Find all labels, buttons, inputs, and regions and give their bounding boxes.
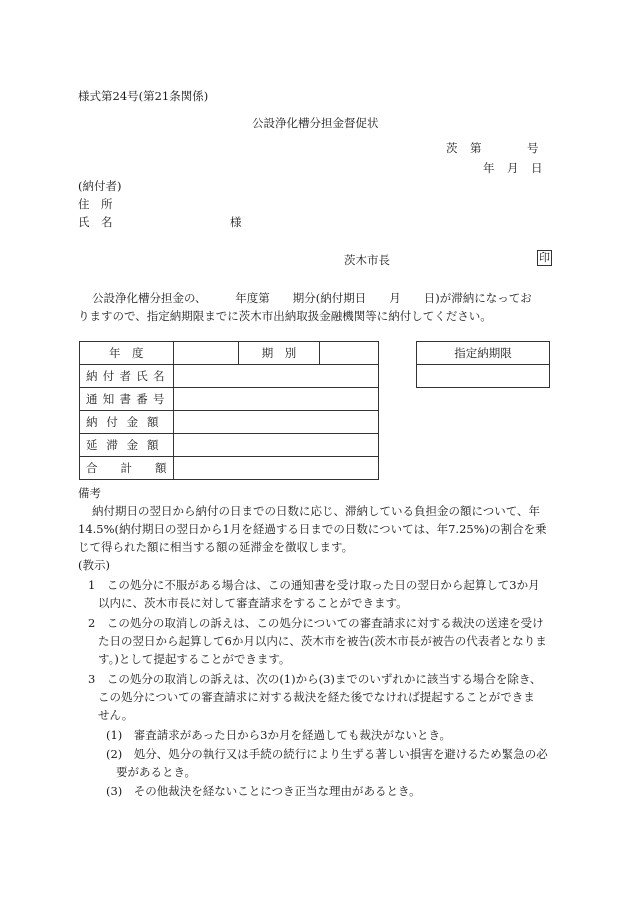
deadline-table	[416, 341, 550, 388]
doc-number-prefix: 茨	[446, 141, 458, 155]
table-row	[417, 342, 550, 365]
kyoji-item-2-cont: す。)として提起することができます。	[98, 652, 291, 666]
sama-label: 様	[230, 215, 242, 229]
table-row	[80, 434, 379, 457]
table-row	[80, 411, 379, 434]
date-day: 日	[531, 161, 543, 175]
doc-number-go: 号	[527, 141, 539, 155]
payer-header: (納付者)	[78, 179, 122, 193]
total-value	[173, 457, 379, 480]
kyoji-item-3-cont: この処分についての審査請求に対する裁決を経た後でなければ提起することができま	[98, 690, 535, 704]
kyoji-sub-2: (2) 処分、処分の執行又は手続の続行により生ずる著しい損害を避けるため緊急の必	[106, 747, 548, 761]
payment-amount-value	[173, 411, 379, 434]
payment-amount-label: 納付金額	[80, 411, 174, 434]
date-year: 年	[483, 161, 495, 175]
kyoji-item-1-cont: 以内に、茨木市長に対して審査請求をすることができます。	[98, 596, 408, 610]
payer-name-label: 納付者氏名	[80, 365, 174, 388]
table-row	[80, 457, 379, 480]
notice-number-value	[173, 388, 379, 411]
kibetsu-label: 期 別	[238, 342, 319, 365]
nendo-value	[173, 342, 238, 365]
notes-header: 備考	[78, 486, 101, 500]
kyoji-sub-2-cont: 要があるとき。	[116, 765, 197, 779]
late-fee-value	[173, 434, 379, 457]
address-label: 住 所	[78, 197, 113, 211]
notes-line: 14.5%(納付期日の翌日から1月を経過する日までの日数については、年7.25%)の割合を乗	[78, 522, 547, 536]
body-line-2: りますので、指定納期限までに茨木市出納取扱金融機関等に納付してください。	[78, 309, 492, 323]
kyoji-header: (教示)	[78, 558, 110, 572]
kyoji-sub-3: (3) その他裁決を経ないことにつき正当な理由があるとき。	[106, 784, 421, 798]
form-number: 様式第24号(第21条関係)	[78, 89, 209, 103]
date-month: 月	[507, 161, 519, 175]
kyoji-item-2-cont: た日の翌日から起算して6か月以内に、茨木市を被告(茨木市長が被告の代表者となりま	[98, 634, 547, 648]
document-title: 公設浄化槽分担金督促状	[252, 116, 379, 130]
deadline-header: 指定納期限	[417, 342, 550, 365]
issuer-name: 茨木市長	[344, 253, 390, 267]
notes-line: じて得られた額に相当する額の延滞金を徴収します。	[78, 540, 354, 554]
table-row	[80, 342, 379, 365]
body-line-1: 公設浄化槽分担金の、 年度第 期分(納付期日 月 日)が滞納になってお	[92, 291, 532, 305]
table-row	[417, 365, 550, 388]
kyoji-item-3: 3 この処分の取消しの訴えは、次の(1)から(3)までのいずれかに該当する場合を除き、	[88, 672, 542, 686]
name-label: 氏 名	[78, 215, 113, 229]
total-label: 合 計 額	[80, 457, 174, 480]
late-fee-label: 延滞金額	[80, 434, 174, 457]
table-row	[80, 365, 379, 388]
notes-line: 納付期日の翌日から納付の日までの日数に応じ、滞納している負担金の額について、年	[92, 504, 541, 518]
payer-name-value	[173, 365, 379, 388]
kibetsu-value	[320, 342, 379, 365]
nendo-label: 年 度	[80, 342, 174, 365]
deadline-value	[417, 365, 550, 388]
kyoji-item-3-cont: せん。	[98, 708, 134, 722]
doc-number-dai: 第	[470, 141, 482, 155]
notice-number-label: 通知書番号	[80, 388, 174, 411]
kyoji-item-1: 1 この処分に不服がある場合は、この通知書を受け取った日の翌日から起算して3か月	[88, 578, 540, 592]
payment-table	[79, 341, 379, 480]
table-row	[80, 388, 379, 411]
seal-mark: 印	[539, 251, 550, 264]
kyoji-item-2: 2 この処分の取消しの訴えは、この処分についての審査請求に対する裁決の送達を受け	[88, 616, 544, 630]
kyoji-sub-1: (1) 審査請求があった日から3か月を経過しても裁決がないとき。	[106, 728, 452, 742]
